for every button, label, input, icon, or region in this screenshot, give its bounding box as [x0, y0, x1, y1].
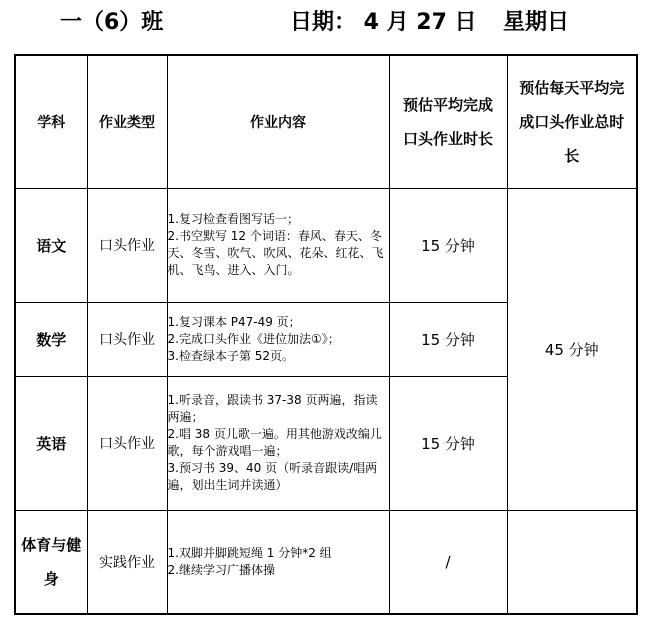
content-cell — [167, 510, 389, 614]
content-cell — [167, 376, 389, 510]
empty-cell — [507, 510, 637, 614]
content-cell — [167, 302, 389, 376]
header-avg-time: 预估平均完成口头作业时长 — [389, 55, 507, 188]
content-line: 1.复习课本 P47-49 页； — [167, 314, 301, 329]
daily-total-cell: 45 分钟 — [507, 188, 637, 510]
content-line: 3.预习书 39、40 页（听录音跟读/唱两遍，划出生词并读通） — [167, 461, 378, 492]
class-name: 一（6）班 — [60, 10, 164, 35]
content-line: 2.完成口头作业《进位加法①》； — [167, 331, 340, 346]
subject-cell: 数学 — [15, 302, 87, 376]
content-cell — [167, 188, 389, 302]
page-header — [0, 6, 648, 42]
time-cell: 15 分钟 — [389, 188, 507, 302]
type-cell: 口头作业 — [87, 376, 167, 510]
content-line: 1.复习检查看图写话一； — [167, 212, 299, 226]
date-label: 日期： 4 月 27 日 — [290, 10, 477, 35]
subject-cell: 英语 — [15, 376, 87, 510]
time-cell: 15 分钟 — [389, 302, 507, 376]
table-header-row — [15, 55, 637, 188]
subject-cell: 语文 — [15, 188, 87, 302]
homework-table — [14, 54, 638, 615]
content-line: 3.检查绿本子第 52页。 — [167, 348, 295, 363]
time-cell: 15 分钟 — [389, 376, 507, 510]
weekday-label: 星期日 — [503, 10, 570, 35]
time-cell: / — [389, 510, 507, 614]
type-cell: 实践作业 — [87, 510, 167, 614]
content-line: 2.书空默写 12 个词语：春风、春天、冬天、冬雪、吹气、吹风、花朵、红花、飞机、飞鸟、进入、入门。 — [167, 229, 384, 277]
table-row — [15, 510, 637, 614]
type-cell: 口头作业 — [87, 188, 167, 302]
table-row — [15, 188, 637, 302]
content-line: 2.继续学习广播体操 — [167, 562, 275, 577]
content-line: 1.听录音，跟读书 37-38 页两遍，指读两遍； — [167, 393, 378, 424]
header-daily-total: 预估每天平均完成口头作业总时长 — [507, 55, 637, 188]
type-cell: 口头作业 — [87, 302, 167, 376]
header-type: 作业类型 — [87, 55, 167, 188]
header-content: 作业内容 — [167, 55, 389, 188]
content-line: 2.唱 38 页儿歌一遍。用其他游戏改编儿歌，每个游戏唱一遍； — [167, 427, 382, 458]
header-subject: 学科 — [15, 55, 87, 188]
subject-cell: 体育与健身 — [15, 510, 87, 614]
content-line: 1.双脚并脚跳短绳 1 分钟*2 组 — [167, 545, 332, 560]
